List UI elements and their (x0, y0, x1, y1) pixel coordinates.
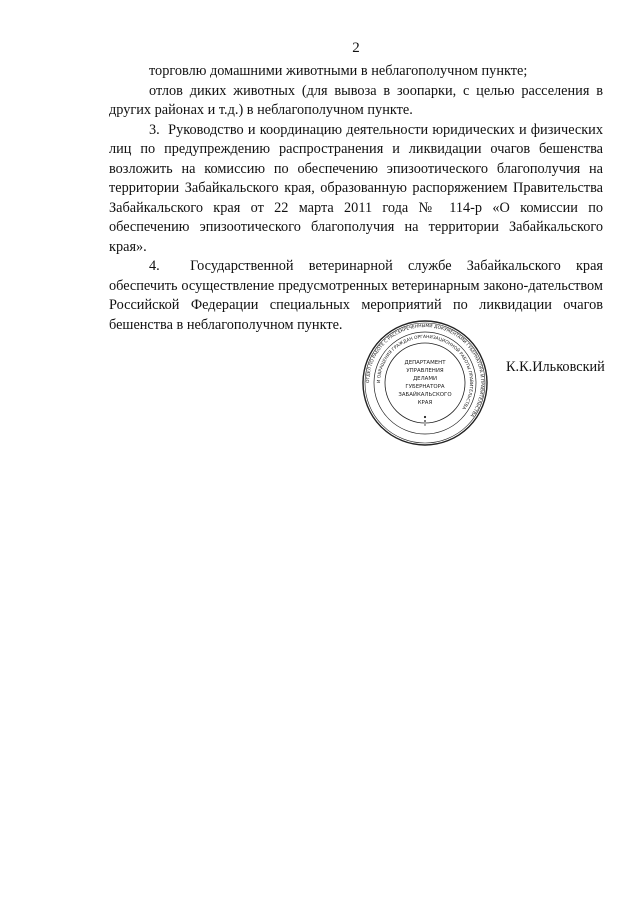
paragraph-text: отлов диких животных (для вывоза в зоопарки, с целью расселения в других районах и т.д.) в неблагополучном пункте. (109, 82, 603, 118)
svg-text:КРАЯ: КРАЯ (417, 400, 433, 406)
paragraph-text: Руководство и координацию деятельности юридических и физических лиц по предупреждению распространения и ликвидации очагов бешенства возложить на комиссию по обеспечению эпизоотического благополучия на территории Забайкальского края, образованную распоряжением Правительства Забайкальского края от 22 марта 2011 года № 114-р «О комиссии по обеспечению эпизоотического благополучия на территории Забайкальского края». (109, 121, 603, 255)
paragraph-text: Государственной ветеринарной службе Забайкальского края обеспечить осуществление предусмотренных ветеринарным законо-дательством Российской Федерации специальных мероприятий по ликвидации очагов бешенства в неблагополучном пункте. (109, 258, 603, 333)
svg-text:ГУБЕРНАТОРА: ГУБЕРНАТОРА (405, 384, 445, 390)
signature-block (360, 318, 610, 448)
svg-text:ДЕЛАМИ: ДЕЛАМИ (412, 376, 438, 382)
svg-text:ЗАБАЙКАЛЬСКОГО: ЗАБАЙКАЛЬСКОГО (398, 392, 452, 398)
svg-text:ДЕПАРТАМЕНТ: ДЕПАРТАМЕНТ (404, 360, 446, 366)
paragraph-trade (109, 62, 603, 82)
paragraph-number: 3. (149, 121, 160, 138)
official-seal-icon (360, 318, 490, 448)
paragraph-number: 4. (149, 258, 160, 274)
document-body (109, 62, 603, 335)
signer-name: К.К.Ильковский (506, 359, 605, 375)
paragraph-3 (109, 121, 603, 258)
seal-inner-text: И ОБРАЩЕНИЯ ГРАЖДАН ОРГАНИЗАЦИОННОЙ РАБОТЫ ПРАВИТЕЛЬСТВА (376, 334, 474, 411)
svg-text:УПРАВЛЕНИЯ: УПРАВЛЕНИЯ (406, 368, 444, 374)
page-number: 2 (352, 40, 360, 56)
paragraph-capture (109, 82, 603, 121)
paragraph-text: торговлю домашними животными в неблагополучном пункте; (149, 63, 528, 79)
seal-center (398, 360, 451, 406)
seal-outer-text: ОТДЕЛ ПО РАБОТЕ С РАССЕКРЕЧЕННЫМИ ДОКУМЕНТАМИ ГУБЕРНАТОРА И ПРАВИТЕЛЬСТВА (365, 323, 485, 418)
